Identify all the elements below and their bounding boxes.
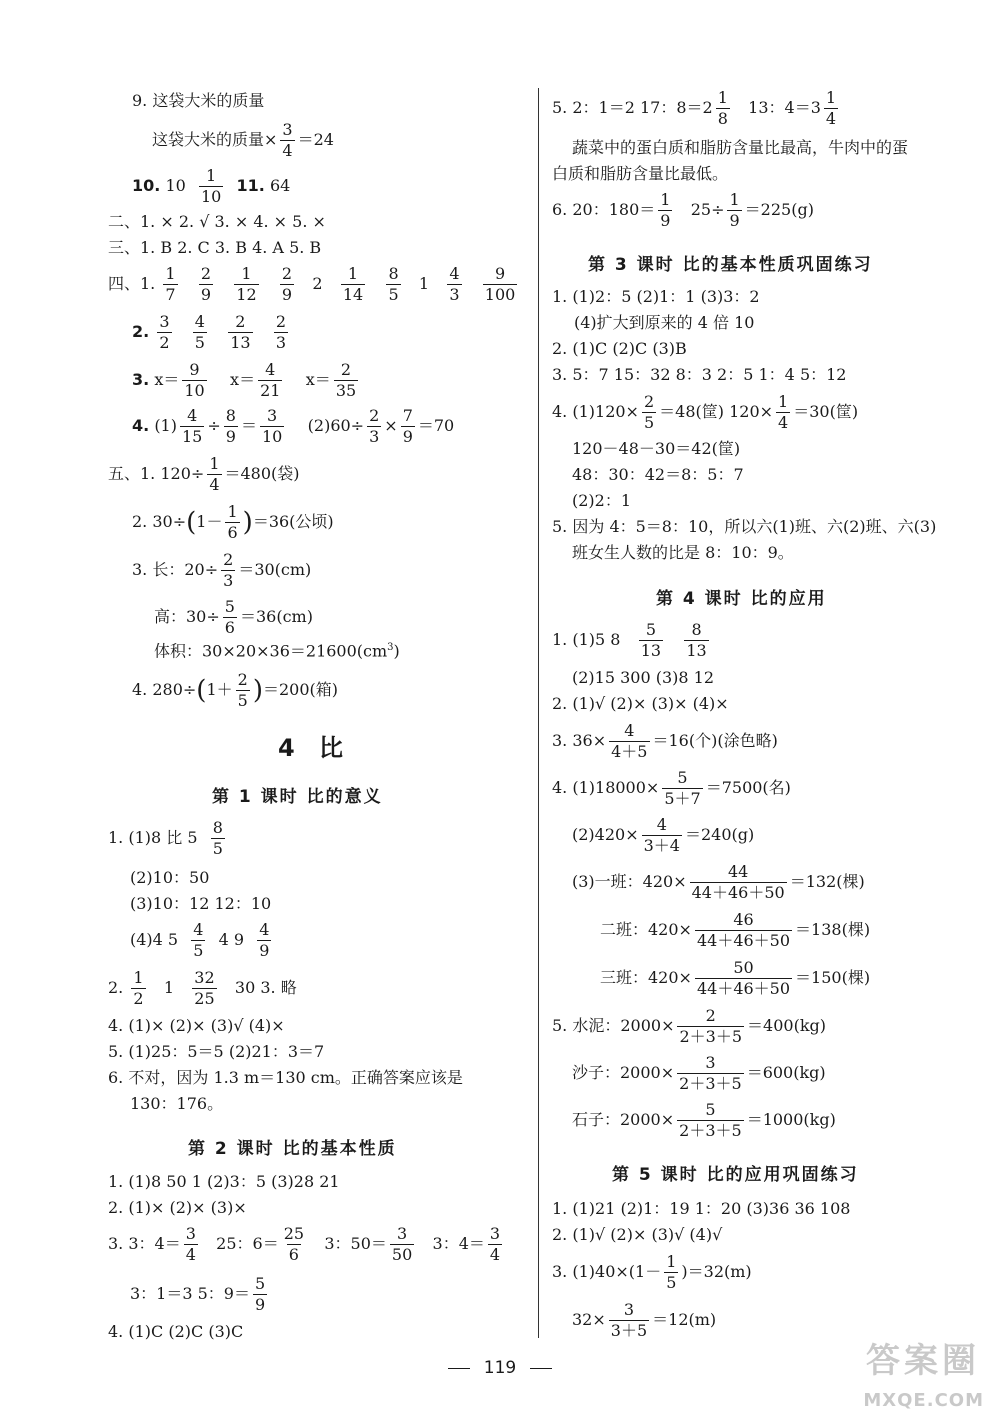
chapter-title: 4 比	[278, 734, 352, 762]
lesson-4-q4-3c: 三班：420× $\frac{50}{44+46+50}$ ＝150(棵)	[600, 958, 871, 998]
lesson-4-q4-3b: 二班：420× $\frac{46}{44+46+50}$ ＝138(棵)	[600, 910, 871, 950]
lesson-4-q1-b: (2)15 300 (3)8 12	[572, 668, 715, 687]
q10-q11: 10. 10 $\frac{1}{10}$ 11. 64	[132, 166, 291, 206]
lesson-3-q5-b: 班女生人数的比是 8：10：9。	[572, 543, 794, 562]
section-4-1: 四、1. $\frac{1}{7}$ $\frac{2}{9}$ $\frac{1}{12}$ $\frac{2}{9}$ 2 $\frac{1}{14}$ $\frac{8}{5}$ 1 $\frac{4}{3}$ $\frac{9}{100}$	[108, 264, 516, 304]
lesson-3-q3: 3. 5：7 15：32 8：3 2：5 1：4 5：12	[552, 365, 847, 384]
section-5-3-length: 3. 长：20÷ $\frac{2}{3}$ ＝30(cm)	[132, 550, 312, 590]
lesson-1-q5: 5. (1)25：5＝5 (2)21：3＝7	[108, 1042, 325, 1061]
lesson-4-q1-a: 1. (1)5 8 $\frac{5}{13}$ $\frac{8}{13}$	[552, 620, 707, 660]
lesson-5-q3-b: 32× $\frac{3}{3+5}$ ＝12(m)	[572, 1300, 717, 1340]
fraction: $\frac{8}{5}$	[388, 264, 399, 304]
section-5-3-height: 高：30÷ $\frac{5}{6}$ ＝36(cm)	[154, 597, 313, 637]
lesson-2-q3-a: 3. 3：4＝ $\frac{3}{4}$ 25：6＝ $\frac{25}{6}$ 3：50＝ $\frac{3}{50}$ 3：4＝ $\frac{3}{4}$	[108, 1224, 501, 1264]
lesson-3-title: 第 3 课时 比的基本性质巩固练习	[588, 255, 873, 275]
lesson-5-q1: 1. (1)21 (2)1：19 1：20 (3)36 36 108	[552, 1199, 851, 1218]
lesson-1-q1-4: (4)4 5 $\frac{4}{5}$ 4 9 $\frac{4}{9}$	[130, 920, 270, 960]
q9-equation: 这袋大米的质量× $\frac{3}{4}$ ＝24	[152, 120, 334, 160]
lesson-3-q1-b: (4)扩大到原来的 4 倍 10	[574, 313, 755, 332]
q5-text-a: 蔬菜中的蛋白质和脂肪含量比最高，牛肉中的蛋	[572, 138, 909, 157]
fraction: $\frac{4}{3}$	[449, 264, 460, 304]
lesson-3-q4-b: 120－48－30＝42(筐)	[572, 439, 741, 458]
lesson-3-q5-a: 5. 因为 4：5＝8：10，所以六(1)班、六(2)班、六(3)	[552, 517, 937, 536]
lesson-4-q5-stone: 石子：2000× $\frac{5}{2+3+5}$ ＝1000(kg)	[572, 1100, 836, 1140]
q6-equation: 6. 20：180＝ $\frac{1}{9}$ 25÷ $\frac{1}{9}$ ＝225(g)	[552, 190, 814, 230]
page-number-dash	[530, 1368, 552, 1369]
lesson-3-q4-c: 48：30：42＝8：5：7	[572, 465, 744, 484]
fraction: $\frac{1}{14}$	[342, 264, 364, 304]
section-5-1: 五、1. 120÷ $\frac{1}{4}$ ＝480(袋)	[108, 454, 300, 494]
section-2: 二、1. × 2. √ 3. × 4. × 5. ×	[108, 212, 326, 231]
fraction: $\frac{9}{100}$	[484, 264, 516, 304]
section-5-4: 4. 280÷(1＋ $\frac{2}{5}$ )＝200(箱)	[132, 670, 339, 710]
lesson-1-q2-q3: 2. $\frac{1}{2}$ 1 $\frac{32}{25}$ 30 3. 略	[108, 968, 297, 1008]
page-number-dash	[448, 1368, 470, 1369]
lesson-2-title: 第 2 课时 比的基本性质	[188, 1139, 397, 1159]
lesson-1-q6-b: 130：176。	[130, 1094, 224, 1113]
lesson-1-q1-2: (2)10：50	[130, 868, 210, 887]
watermark-logo: 答案圈 MXQE.COM	[863, 1341, 984, 1411]
lesson-3-q4-d: (2)2：1	[572, 491, 632, 510]
lesson-2-q4: 4. (1)C (2)C (3)C	[108, 1322, 244, 1341]
lesson-4-q5-sand: 沙子：2000× $\frac{3}{2+3+5}$ ＝600(kg)	[572, 1053, 826, 1093]
lesson-4-q4-1: 4. (1)18000× $\frac{5}{5+7}$ ＝7500(名)	[552, 768, 791, 808]
lesson-1-title: 第 1 课时 比的意义	[212, 787, 383, 807]
lesson-1-q1-3: (3)10：12 12：10	[130, 894, 272, 913]
section-4-4: 4. (1) $\frac{4}{15}$ ÷ $\frac{8}{9}$ ＝ $\frac{3}{10}$ (2)60÷ $\frac{2}{3}$ × $\frac{7}{9}$ ＝70	[132, 406, 455, 446]
lesson-2-q2: 2. (1)× (2)× (3)×	[108, 1198, 247, 1217]
column-divider	[538, 88, 539, 1338]
section-5-2: 2. 30÷(1－ $\frac{1}{6}$ )＝36(公顷)	[132, 502, 334, 542]
lesson-1-q1-1: 1. (1)8 比 5 $\frac{8}{5}$	[108, 818, 223, 858]
page-number: 119	[0, 1358, 1000, 1378]
lesson-5-q3-a: 3. (1)40×(1－ $\frac{1}{5}$ )＝32(m)	[552, 1252, 752, 1292]
q5-text-b: 白质和脂肪含量比最低。	[552, 164, 729, 183]
fraction: $\frac{1}{12}$	[236, 264, 257, 304]
lesson-5-q2: 2. (1)√ (2)× (3)√ (4)√	[552, 1225, 723, 1244]
lesson-4-q4-3a: (3)一班：420× $\frac{44}{44+46+50}$ ＝132(棵)	[572, 862, 865, 902]
lesson-2-q1: 1. (1)8 50 1 (2)3：5 (3)28 21	[108, 1172, 340, 1191]
section-3: 三、1. B 2. C 3. B 4. A 5. B	[108, 238, 322, 257]
lesson-4-q2: 2. (1)√ (2)× (3)× (4)×	[552, 694, 729, 713]
lesson-3-q2: 2. (1)C (2)C (3)B	[552, 339, 687, 358]
fraction: $\frac{1}{7}$	[165, 264, 176, 304]
lesson-3-q1-a: 1. (1)2：5 (2)1：1 (3)3：2	[552, 287, 760, 306]
lesson-2-q3-b: 3：1＝3 5：9＝ $\frac{5}{9}$	[130, 1274, 266, 1314]
lesson-4-q4-2: (2)420× $\frac{4}{3+4}$ ＝240(g)	[572, 815, 755, 855]
fraction: $\frac{2}{9}$	[200, 264, 212, 304]
fraction: $\frac{2}{9}$	[281, 264, 293, 304]
lesson-5-title: 第 5 课时 比的应用巩固练习	[612, 1165, 859, 1185]
section-4-3: 3. x＝ $\frac{9}{10}$ x＝ $\frac{4}{21}$ x＝ $\frac{2}{35}$	[132, 360, 357, 400]
lesson-4-q5-cement: 5. 水泥：2000× $\frac{2}{2+3+5}$ ＝400(kg)	[552, 1006, 826, 1046]
section-4-2: 2. $\frac{3}{2}$ $\frac{4}{5}$ $\frac{2}{13}$ $\frac{2}{3}$	[132, 312, 287, 352]
lesson-1-q6-a: 6. 不对，因为 1.3 m＝130 cm。正确答案应该是	[108, 1068, 463, 1087]
section-5-3-volume: 体积：$30\times 20\times 36=21600(cm^3)$	[154, 641, 400, 661]
q9-title: 9. 这袋大米的质量	[132, 91, 265, 110]
lesson-3-q4-a: 4. (1)120× $\frac{2}{5}$ ＝48(筐) 120× $\frac{1}{4}$ ＝30(筐)	[552, 392, 859, 432]
lesson-1-q4: 4. (1)× (2)× (3)√ (4)×	[108, 1016, 285, 1035]
lesson-4-q3: 3. 36× $\frac{4}{4+5}$ ＝16(个)(涂色略)	[552, 721, 778, 761]
q5-ratios: 5. 2：1＝2 17：8＝2 $\frac{1}{8}$ 13：4＝3 $\frac{1}{4}$	[552, 88, 837, 128]
lesson-4-title: 第 4 课时 比的应用	[656, 589, 827, 609]
